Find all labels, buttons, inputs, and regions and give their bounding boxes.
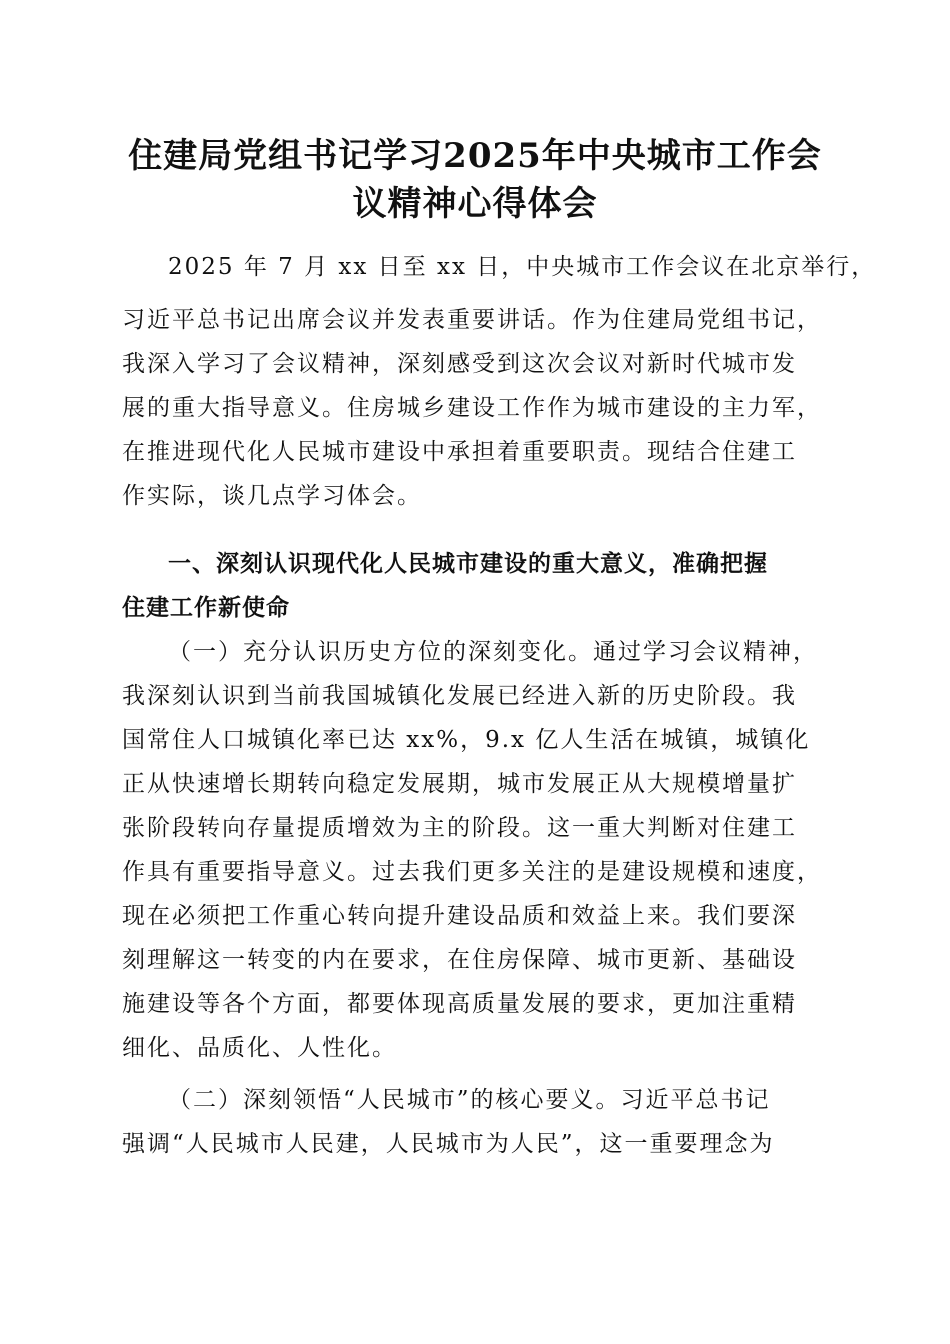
body-line: 刻理解这一转变的内在要求，在住房保障、城市更新、基础设 xyxy=(122,947,797,973)
body-line: 细化、品质化、人性化。 xyxy=(122,1035,397,1061)
body-line: 2025 年 7 月 xx 日至 xx 日，中央城市工作会议在北京举行， xyxy=(168,254,877,280)
body-line: （一）充分认识历史方位的深刻变化。通过学习会议精神， xyxy=(168,639,818,665)
body-line: 展的重大指导意义。住房城乡建设工作作为城市建设的主力军， xyxy=(122,395,822,421)
title-line-1: 住建局党组书记学习2025年中央城市工作会 xyxy=(128,136,822,176)
body-line: 强调“人民城市人民建，人民城市为人民”，这一重要理念为 xyxy=(122,1131,775,1157)
document-title xyxy=(100,132,850,228)
section-heading-line: 住建工作新使命 xyxy=(122,594,290,621)
body-line: 习近平总书记出席会议并发表重要讲话。作为住建局党组书记， xyxy=(122,307,822,333)
body-line: 我深入学习了会议精神，深刻感受到这次会议对新时代城市发 xyxy=(122,351,797,377)
body-line: 作具有重要指导意义。过去我们更多关注的是建设规模和速度， xyxy=(122,859,822,885)
body-line: （二）深刻领悟“人民城市”的核心要义。习近平总书记 xyxy=(168,1087,771,1113)
body-line: 现在必须把工作重心转向提升建设品质和效益上来。我们要深 xyxy=(122,903,797,929)
section-heading-line: 一、深刻认识现代化人民城市建设的重大意义，准确把握 xyxy=(168,550,768,577)
body-line: 国常住人口城镇化率已达 xx%，9.x 亿人生活在城镇，城镇化 xyxy=(122,727,811,753)
body-line: 作实际，谈几点学习体会。 xyxy=(122,483,422,509)
body-line: 在推进现代化人民城市建设中承担着重要职责。现结合住建工 xyxy=(122,439,797,465)
body-line: 我深刻认识到当前我国城镇化发展已经进入新的历史阶段。我 xyxy=(122,683,797,709)
title-line-2: 议精神心得体会 xyxy=(352,184,598,224)
body-line: 张阶段转向存量提质增效为主的阶段。这一重大判断对住建工 xyxy=(122,815,797,841)
body-line: 正从快速增长期转向稳定发展期，城市发展正从大规模增量扩 xyxy=(122,771,797,797)
body-line: 施建设等各个方面，都要体现高质量发展的要求，更加注重精 xyxy=(122,991,797,1017)
